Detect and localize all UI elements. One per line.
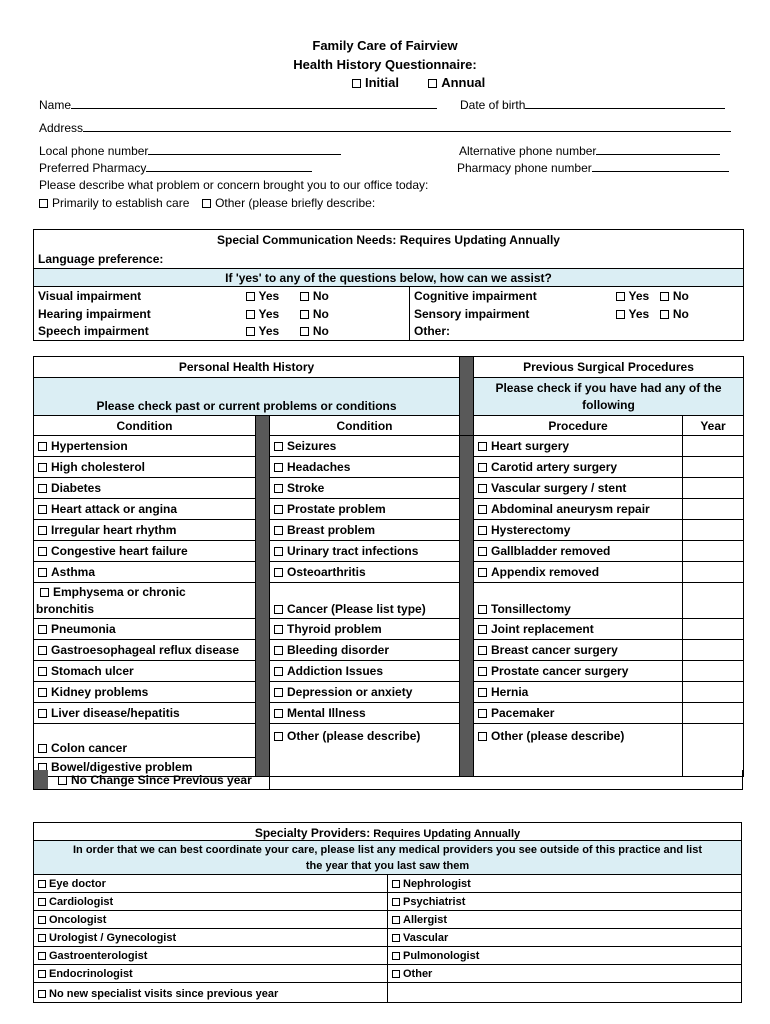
provider-label: Psychiatrist [403,895,466,908]
no-label: No [672,306,689,321]
condition-label: Urinary tract infections [287,544,419,558]
condition-checkbox[interactable] [38,442,47,451]
table-row [34,541,744,562]
communication-title: Special Communication Needs: Requires Updating Annually [34,230,744,251]
other-reason-checkbox[interactable] [202,199,211,208]
condition-checkbox[interactable] [38,667,47,676]
name-line[interactable] [71,98,437,109]
condition-label: Other (please describe) [287,729,421,743]
provider-label: Gastroenterologist [49,949,148,962]
personal-history-title: Personal Health History [34,357,460,378]
establish-care-label: Primarily to establish care [52,196,190,210]
procedure-item [474,436,683,457]
procedure-header: Procedure [474,416,683,436]
condition-label: Prostate problem [287,502,386,516]
procedure-checkbox[interactable] [478,605,487,614]
provider-label: Nephrologist [403,877,471,890]
procedure-checkbox[interactable] [478,526,487,535]
table-row [34,478,744,499]
condition-label: Stomach ulcer [51,664,134,678]
table-row [34,305,744,323]
table-row [34,947,742,965]
provider-label: Pulmonologist [403,949,480,962]
health-history-table [33,356,744,777]
pharmacy-field[interactable] [39,161,312,175]
annual-label: Annual [441,75,486,90]
pharmacy-label: Preferred Pharmacy [39,161,147,175]
no-change-label: No Change Since Previous year [71,773,252,787]
hearing-yes-checkbox[interactable] [246,310,255,319]
condition-checkbox[interactable] [274,505,283,514]
condition-label: Asthma [51,565,96,579]
condition-label: Cancer (Please list type) [287,602,426,616]
provider-checkbox[interactable] [392,934,400,942]
alt-phone-line[interactable] [596,144,720,155]
specialty-instructions-line2: the year that you last saw them [305,859,470,872]
visual-impairment-label: Visual impairment [38,288,142,303]
table-row [34,703,744,724]
procedure-checkbox[interactable] [478,442,487,451]
year-cell[interactable] [683,499,744,520]
table-row [34,911,742,929]
problem-prompt: Please describe what problem or concern brought you to our office today: [39,178,429,192]
procedure-label: Abdominal aneurysm repair [491,502,650,516]
specialty-providers-table [33,822,742,1003]
table-row [34,875,742,893]
yes-label: Yes [628,306,650,321]
yes-label: Yes [258,288,280,303]
condition-label: Stroke [287,481,325,495]
condition-checkbox[interactable] [274,605,283,614]
condition-label: Kidney problems [51,685,149,699]
provider-checkbox[interactable] [38,898,46,906]
form-title: Health History Questionnaire: [293,57,477,72]
provider-endocrinologist[interactable] [34,965,388,983]
pharmacy-phone-label: Pharmacy phone number [457,161,592,175]
condition-label: Congestive heart failure [51,544,188,558]
condition-checkbox[interactable] [274,547,283,556]
procedure-checkbox[interactable] [478,709,487,718]
provider-pulmonologist[interactable] [388,947,742,965]
condition-label: Thyroid problem [287,622,382,636]
procedure-label: Gallbladder removed [491,544,611,558]
procedure-checkbox[interactable] [478,688,487,697]
condition-label: Diabetes [51,481,102,495]
provider-vascular[interactable] [388,929,742,947]
initial-label: Initial [365,75,399,90]
procedure-checkbox[interactable] [478,568,487,577]
condition-item [34,436,256,457]
procedure-label: Prostate cancer surgery [491,664,629,678]
procedure-label: Appendix removed [491,565,600,579]
provider-label: Urologist / Gynecologist [49,931,177,944]
provider-label: Other [403,967,433,980]
table-row [34,562,744,583]
language-preference[interactable]: Language preference: [34,251,744,269]
procedure-checkbox[interactable] [478,732,487,741]
visual-no-checkbox[interactable] [300,292,309,301]
dob-line[interactable] [525,98,725,109]
condition-label: Emphysema or chronic [53,584,186,599]
pharmacy-phone-field[interactable] [457,161,729,175]
procedure-label: Pacemaker [491,706,555,720]
condition-checkbox[interactable] [274,526,283,535]
condition-checkbox[interactable] [38,505,47,514]
procedure-checkbox[interactable] [478,667,487,676]
provider-checkbox[interactable] [38,952,46,960]
year-cell[interactable] [683,436,744,457]
condition-header-1: Condition [34,416,256,436]
provider-checkbox[interactable] [38,916,46,924]
condition-checkbox[interactable] [274,646,283,655]
speech-yes-checkbox[interactable] [246,327,255,336]
cognitive-no-checkbox[interactable] [660,292,669,301]
speech-no-checkbox[interactable] [300,327,309,336]
procedure-label: Hernia [491,685,529,699]
condition-label: Osteoarthritis [287,565,366,579]
condition-checkbox[interactable] [274,625,283,634]
condition-label-cont: bronchitis [36,601,95,616]
yes-label: Yes [258,324,280,339]
condition-checkbox[interactable] [274,732,283,741]
year-cell[interactable] [683,682,744,703]
condition-checkbox[interactable] [274,442,283,451]
no-new-specialist[interactable] [34,983,388,1003]
name-field[interactable] [39,98,437,112]
year-cell[interactable] [683,619,744,640]
hearing-no-checkbox[interactable] [300,310,309,319]
condition-header-2: Condition [270,416,460,436]
provider-checkbox[interactable] [38,970,46,978]
provider-label: Allergist [403,913,448,926]
address-line[interactable] [83,121,731,132]
provider-cardiologist[interactable] [34,893,388,911]
table-row [34,724,744,758]
visual-yes-checkbox[interactable] [246,292,255,301]
procedure-label: Hysterectomy [491,523,571,537]
address-label: Address [39,121,84,135]
condition-label: Depression or anxiety [287,685,413,699]
condition-label: Mental Illness [287,706,366,720]
table-row [34,965,742,983]
visit-type-options [352,75,485,90]
year-cell[interactable] [683,457,744,478]
no-new-specialist-checkbox[interactable] [38,990,46,998]
condition-item [270,436,460,457]
no-label: No [312,324,329,339]
specialty-instructions [34,841,742,875]
sensory-yes-checkbox[interactable] [616,310,625,319]
year-cell[interactable] [683,541,744,562]
provider-allergist[interactable] [388,911,742,929]
provider-checkbox[interactable] [38,880,46,888]
assist-prompt: If 'yes' to any of the questions below, how can we assist? [34,269,744,287]
procedure-label: Other (please describe) [491,729,625,743]
hearing-impairment-label: Hearing impairment [38,306,151,321]
no-change-checkbox[interactable] [58,776,67,785]
provider-checkbox[interactable] [392,952,400,960]
no-label: No [312,306,329,321]
speech-impairment-label: Speech impairment [38,324,149,339]
table-row [34,893,742,911]
table-row [34,520,744,541]
year-cell[interactable] [683,520,744,541]
table-row [34,661,744,682]
condition-label: Bleeding disorder [287,643,390,657]
year-cell[interactable] [683,661,744,682]
local-phone-label: Local phone number [39,144,149,158]
condition-label: Hypertension [51,439,128,453]
year-cell[interactable] [683,562,744,583]
condition-checkbox[interactable] [274,688,283,697]
condition-checkbox[interactable] [38,484,47,493]
org-name: Family Care of Fairview [312,38,458,53]
establish-care-checkbox[interactable] [39,199,48,208]
no-label: No [312,288,329,303]
initial-checkbox[interactable] [352,79,361,88]
condition-checkbox[interactable] [274,463,283,472]
procedure-label: Carotid artery surgery [491,460,618,474]
condition-label: Heart attack or angina [51,502,178,516]
provider-checkbox[interactable] [392,970,400,978]
other-reason-label: Other (please briefly describe: [215,196,376,210]
personal-history-subtitle: Please check past or current problems or conditions [34,378,460,416]
year-cell[interactable] [683,724,744,777]
provider-eye-doctor[interactable] [34,875,388,893]
condition-label: Bowel/digestive problem [51,760,193,774]
condition-checkbox[interactable] [38,709,47,718]
condition-label: Headaches [287,460,351,474]
provider-label: Cardiologist [49,895,114,908]
surgical-history-subtitle: Please check if you have had any of the following [474,378,744,416]
annual-checkbox[interactable] [428,79,437,88]
sensory-impairment-label: Sensory impairment [410,305,616,323]
condition-checkbox[interactable] [38,463,47,472]
condition-checkbox[interactable] [38,646,47,655]
yes-label: Yes [258,306,280,321]
procedure-checkbox[interactable] [478,463,487,472]
condition-checkbox[interactable] [40,588,49,597]
communication-needs-table [33,229,744,341]
specialty-instructions-line1: In order that we can best coordinate your care, please list any medical providers you see outside of this practice and list [72,843,703,856]
provider-label: Endocrinologist [49,967,133,980]
sensory-no-checkbox[interactable] [660,310,669,319]
condition-checkbox[interactable] [38,625,47,634]
procedure-label: Breast cancer surgery [491,643,618,657]
condition-checkbox[interactable] [38,547,47,556]
table-row [34,619,744,640]
provider-gastroenterologist[interactable] [34,947,388,965]
table-row [34,499,744,520]
address-field[interactable] [39,121,731,135]
condition-checkbox[interactable] [38,568,47,577]
local-phone-line[interactable] [148,144,341,155]
yes-label: Yes [628,288,650,303]
provider-psychiatrist[interactable] [388,893,742,911]
alt-phone-field[interactable] [459,144,720,158]
procedure-label: Tonsillectomy [491,602,571,616]
local-phone-field[interactable] [39,144,341,158]
table-row [34,436,744,457]
condition-label: High cholesterol [51,460,146,474]
cognitive-yes-checkbox[interactable] [616,292,625,301]
specialty-title [34,823,742,841]
name-label: Name [39,98,72,112]
table-row [34,929,742,947]
year-cell[interactable] [683,478,744,499]
no-new-specialist-label: No new specialist visits since previous year [49,988,279,1000]
other-comm-label[interactable]: Other: [410,323,616,341]
condition-label: Addiction Issues [287,664,384,678]
provider-urologist[interactable] [34,929,388,947]
dob-label: Date of birth [460,98,526,112]
table-row [34,457,744,478]
no-change-row [33,770,743,790]
year-header: Year [683,416,744,436]
procedure-checkbox[interactable] [478,625,487,634]
procedure-label: Joint replacement [491,622,594,636]
provider-checkbox[interactable] [392,916,400,924]
pharmacy-phone-line[interactable] [592,161,729,172]
surgical-history-title: Previous Surgical Procedures [474,357,744,378]
specialty-title-bold: Specialty Providers: [254,825,371,840]
no-label: No [672,288,689,303]
provider-checkbox[interactable] [392,898,400,906]
condition-label: Pneumonia [51,622,116,636]
alt-phone-label: Alternative phone number [459,144,597,158]
table-row [34,323,744,341]
year-cell[interactable] [683,583,744,619]
table-row [34,682,744,703]
condition-checkbox[interactable] [38,688,47,697]
condition-label: Liver disease/hepatitis [51,706,180,720]
condition-label: Irregular heart rhythm [51,523,177,537]
condition-checkbox[interactable] [274,484,283,493]
condition-checkbox[interactable] [274,667,283,676]
provider-oncologist[interactable] [34,911,388,929]
procedure-checkbox[interactable] [478,505,487,514]
cognitive-impairment-label: Cognitive impairment [410,287,616,305]
visit-reason-options [39,196,375,210]
procedure-checkbox[interactable] [478,547,487,556]
condition-label: Gastroesophageal reflux disease [51,643,240,657]
table-row [34,640,744,661]
procedure-label: Vascular surgery / stent [491,481,627,495]
procedure-label: Heart surgery [491,439,570,453]
year-cell[interactable] [683,640,744,661]
provider-label: Eye doctor [49,877,106,890]
provider-label: Vascular [403,931,449,944]
table-row [34,983,742,1003]
provider-checkbox[interactable] [392,880,400,888]
condition-checkbox[interactable] [274,568,283,577]
provider-label: Oncologist [49,913,107,926]
condition-label: Colon cancer [51,741,128,755]
condition-label: Breast problem [287,523,376,537]
table-row [34,287,744,305]
condition-label: Seizures [287,439,337,453]
year-cell[interactable] [683,703,744,724]
dob-field[interactable] [460,98,725,112]
provider-nephrologist[interactable] [388,875,742,893]
pharmacy-line[interactable] [146,161,312,172]
specialty-title-rest: Requires Updating Annually [370,827,521,840]
procedure-checkbox[interactable] [478,484,487,493]
condition-checkbox[interactable] [274,709,283,718]
provider-checkbox[interactable] [38,934,46,942]
provider-other[interactable] [388,965,742,983]
procedure-checkbox[interactable] [478,646,487,655]
table-row [34,583,744,619]
condition-checkbox[interactable] [38,526,47,535]
condition-checkbox[interactable] [38,744,47,753]
